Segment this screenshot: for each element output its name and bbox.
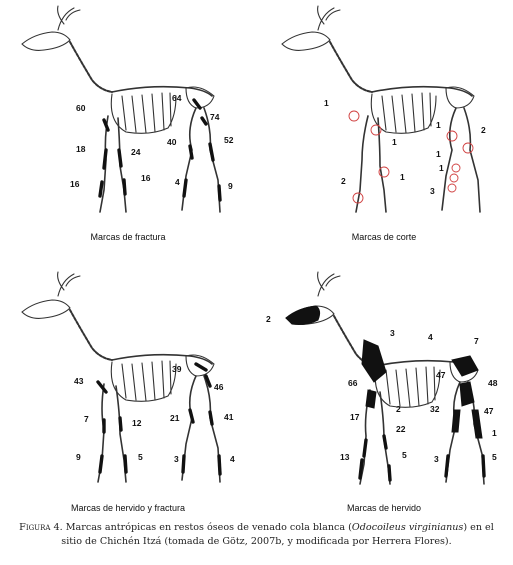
bone-label: 18 (76, 144, 86, 154)
bone-label: 2 (341, 176, 346, 186)
bone-label: 16 (70, 179, 80, 189)
species-name: Odocoileus virginianus (351, 522, 464, 533)
bone-label: 17 (350, 412, 360, 422)
bone-label: 74 (210, 112, 220, 122)
bone-label: 46 (214, 382, 224, 392)
bone-label: 4 (428, 332, 433, 342)
bone-label: 5 (492, 452, 497, 462)
bone-label: 1 (324, 98, 329, 108)
deer-skeleton-cut (256, 0, 512, 260)
figure-label: Figura 4. (19, 522, 63, 533)
bone-label: 2 (396, 404, 401, 414)
panel-boiled (256, 260, 512, 520)
bone-label: 60 (76, 103, 86, 113)
bone-label: 32 (430, 404, 440, 414)
bone-label: 5 (402, 450, 407, 460)
bone-label: 12 (132, 418, 142, 428)
bone-label: 21 (170, 413, 180, 423)
panel-title: Marcas de corte (351, 232, 417, 242)
bone-label: 52 (224, 135, 234, 145)
bone-label: 48 (488, 378, 498, 388)
bone-label: 39 (172, 364, 182, 374)
bone-label: 3 (390, 328, 395, 338)
bone-label: 22 (396, 424, 406, 434)
bone-label: 40 (167, 137, 177, 147)
bone-label: 43 (74, 376, 84, 386)
bone-label: 9 (76, 452, 81, 462)
bone-label: 47 (436, 370, 446, 380)
panel-boiled-fracture (0, 260, 256, 520)
bone-label: 1 (400, 172, 405, 182)
deer-skeleton-boiled (256, 260, 512, 520)
bone-label: 4 (230, 454, 235, 464)
bone-label: 47 (484, 406, 494, 416)
caption-text: Marcas antrópicas en restos óseos de venado cola blanca ( (65, 522, 352, 533)
bone-label: 16 (141, 173, 151, 183)
bone-label: 13 (340, 452, 350, 462)
bone-label: 2 (266, 314, 271, 324)
panel-cut (256, 0, 512, 260)
caption-text-end: ) en el sitio de Chichén Itzá (tomada de Götz, 2007b, y modificada por Herrera Flores). (61, 522, 494, 547)
bone-label: 1 (492, 428, 497, 438)
deer-skeleton-fracture (0, 0, 256, 260)
bone-label: 2 (481, 125, 486, 135)
bone-label: 3 (174, 454, 179, 464)
bone-label: 7 (84, 414, 89, 424)
bone-label: 24 (131, 147, 141, 157)
bone-label: 1 (436, 149, 441, 159)
bone-label: 41 (224, 412, 234, 422)
bone-label: 9 (228, 181, 233, 191)
bone-label: 5 (138, 452, 143, 462)
bone-label: 3 (434, 454, 439, 464)
panel-title: Marcas de hervido y fractura (70, 503, 186, 513)
bone-label: 1 (436, 120, 441, 130)
bone-label: 4 (175, 177, 180, 187)
figure-caption (8, 521, 505, 549)
bone-label: 7 (474, 336, 479, 346)
panel-title: Marcas de hervido (346, 503, 422, 513)
bone-label: 1 (392, 137, 397, 147)
panel-title: Marcas de fractura (90, 232, 166, 242)
bone-label: 66 (348, 378, 358, 388)
panel-fracture (0, 0, 256, 260)
bone-label: 64 (172, 93, 182, 103)
bone-label: 3 (430, 186, 435, 196)
bone-label: 1 (439, 163, 444, 173)
deer-skeleton-boiled-fracture (0, 260, 256, 520)
